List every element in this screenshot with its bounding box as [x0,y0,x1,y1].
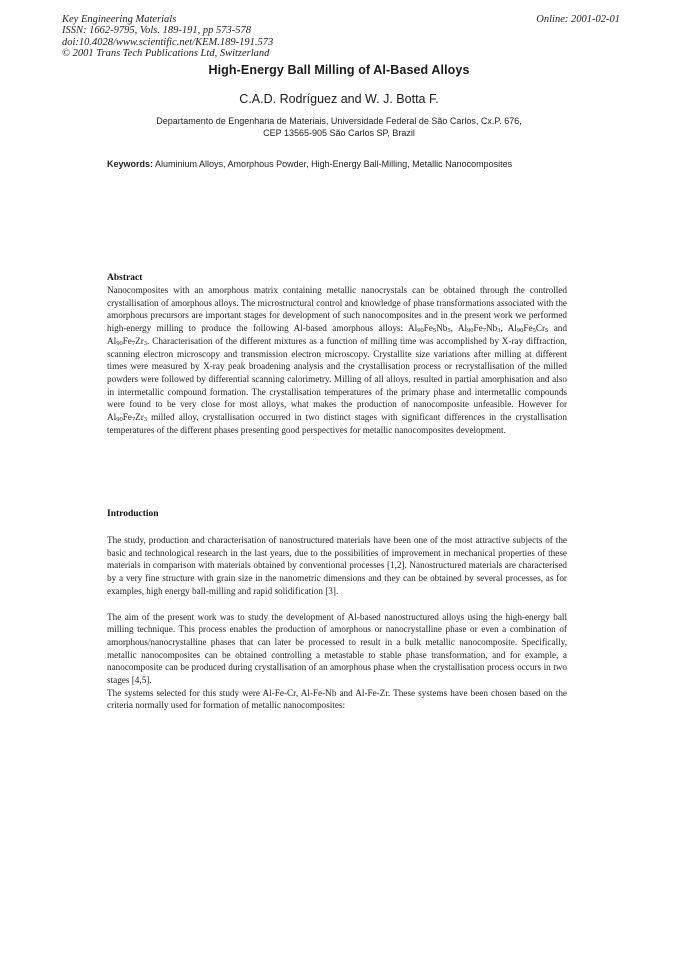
abstract-text-1: Nanocomposites with an amorphous matrix containing metallic nanocrystals can be obtained through the controlled crystallisation of amorphous alloys. The microstructural control and knowledge of phase transformations associated with the amorphous precursors are important stages for development of such nanocomposites and in the present work we performed high-energy milling to produce the following Al-based amorphous alloys: [107,285,567,334]
abstract-section [107,272,567,436]
alloy-formula-5: $Al_{90}Fe_7Zr_3$ [107,412,148,424]
introduction-paragraph-2: The aim of the present work was to study the development of Al-based nanostructured alloys using the high-energy ball milling technique. This process enables the production of amorphous or nanocrystalline phase or even a combination of amorphous/nanocrystalline phases that can later be processed to result in a bulk metallic nanocomposite. Specifically, metallic nanocomposites can be obtained controlling a metastable to stable phase transformation, and for example, a nanocomposite can be produced during crystallisation of an amorphous phase when the crystallisation process occurs in two stages [4,5]. [107,611,567,686]
affiliation [100,115,578,139]
journal-header [62,14,620,60]
copyright-line: © 2001 Trans Tech Publications Ltd, Switzerland [62,48,270,60]
online-date: Online: 2001-02-01 [536,14,620,25]
introduction-section [107,508,567,712]
and-word: and [553,323,567,334]
introduction-heading: Introduction [107,509,159,519]
alloy-formula-1: $Al_{90}Fe_5Nb_5$ [408,323,451,335]
affiliation-line-1: Departamento de Engenharia de Materiais, Universidade Federal de São Carlos, Cx.P. 676, [156,116,522,126]
issn-line: ISSN: 1662-9795, Vols. 189-191, pp 573-578 [62,25,251,37]
alloy-formula-4: $Al_{90}Fe_7Zr_3$ [107,335,148,347]
introduction-paragraph-1: The study, production and characterisation of nanostructured materials have been one of the most attractive subjects of the basic and technological research in the last years, due to the possibilities of improvement in mechanical properties of these materials in comparison with materials obtained by conventional processes [1,2]. Nanostructured materials are characterised by a very fine structure with grain size in the nanometric dimensions and they can be obtained by several processes, as for examples, high energy ball-milling and rapid solidification [3]. [107,535,567,596]
alloy-formula-3: $Al_{90}Fe_5Cr_5$ [507,323,549,335]
keywords-label: Keywords: [107,159,154,169]
abstract-heading: Abstract [107,273,143,283]
keywords [107,159,527,171]
alloy-formula-2: $Al_{90}Fe_7Nb_3$ [457,323,501,335]
abstract-paragraph: Nanocomposites with an amorphous matrix containing metallic nanocrystals can be obtained through the controlled crystallisation of amorphous alloys. The microstructural control and knowledge of phase transformations associated with the amorphous precursors are important stages for development of such nanocomposites and in the present work we performed high-energy milling to produce the following Al-based amorphous alloys: $Al_{90}Fe_5Nb_5$, $Al_{90}Fe_7Nb_3$, $Al_{90}Fe_5Cr_5$ and $Al_{90}Fe_7Zr_3$. Characterisation of the different mixtures as a function of milling time was accomplished by X-ray diffraction, scanning electron microscopy and transmission electron microscopy. Crystallite size variations after milling at different times were measured by X-ray peak broadening analysis and the crystallisation process or recrystallisation of the milled powders were followed by differential scanning calorimetry. Milling of all alloys, resulted in partial amorphisation and also in intermetallic compound formation. The crystallisation temperatures of the primary phase and intermetallic compounds were found to be very close for most alloys, what makes the production of nanocomposite unfeasible. However for $Al_{90}Fe_7Zr_3$ milled alloy, crystallisation occurred in two distinct stages with significant differences in the crystallisation temperatures of the different phases presenting good perspectives for metallic nanocomposites development. [107,285,567,435]
abstract-text-3: milled alloy, crystallisation occurred in two distinct stages with significant differences in the crystallisation temperatures of the different phases presenting good perspectives for metallic nanocomposites development. [107,412,567,435]
journal-name: Key Engineering Materials [62,14,177,25]
paper-title: High-Energy Ball Milling of Al-Based Alloys [208,63,470,77]
affiliation-line-2: CEP 13565-905 São Carlos SP, Brazil [263,128,415,138]
paper-authors: C.A.D. Rodríguez and W. J. Botta F. [239,92,439,106]
introduction-paragraph-3: The systems selected for this study were Al-Fe-Cr, Al-Fe-Nb and Al-Fe-Zr. These systems have been chosen based on the criteria normally used for formation of metallic nanocomposites: [107,687,567,711]
doi-line: doi:10.4028/www.scientific.net/KEM.189-191.573 [62,36,274,48]
abstract-text-2: . Characterisation of the different mixtures as a function of milling time was accomplished by X-ray diffraction, scanning electron microscopy and transmission electron microscopy. Crystallite size variations after milling at different times were measured by X-ray peak broadening analysis and the crystallisation process or recrystallisation of the milled powders were followed by differential scanning calorimetry. Milling of all alloys, resulted in partial amorphisation and also in intermetallic compound formation. The crystallisation temperatures of the primary phase and intermetallic compounds were found to be very close for most alloys, what makes the production of nanocomposite unfeasible. However for [107,335,567,410]
keywords-text: Aluminium Alloys, Amorphous Powder, High-Energy Ball-Milling, Metallic Nanocomposites [155,159,513,169]
